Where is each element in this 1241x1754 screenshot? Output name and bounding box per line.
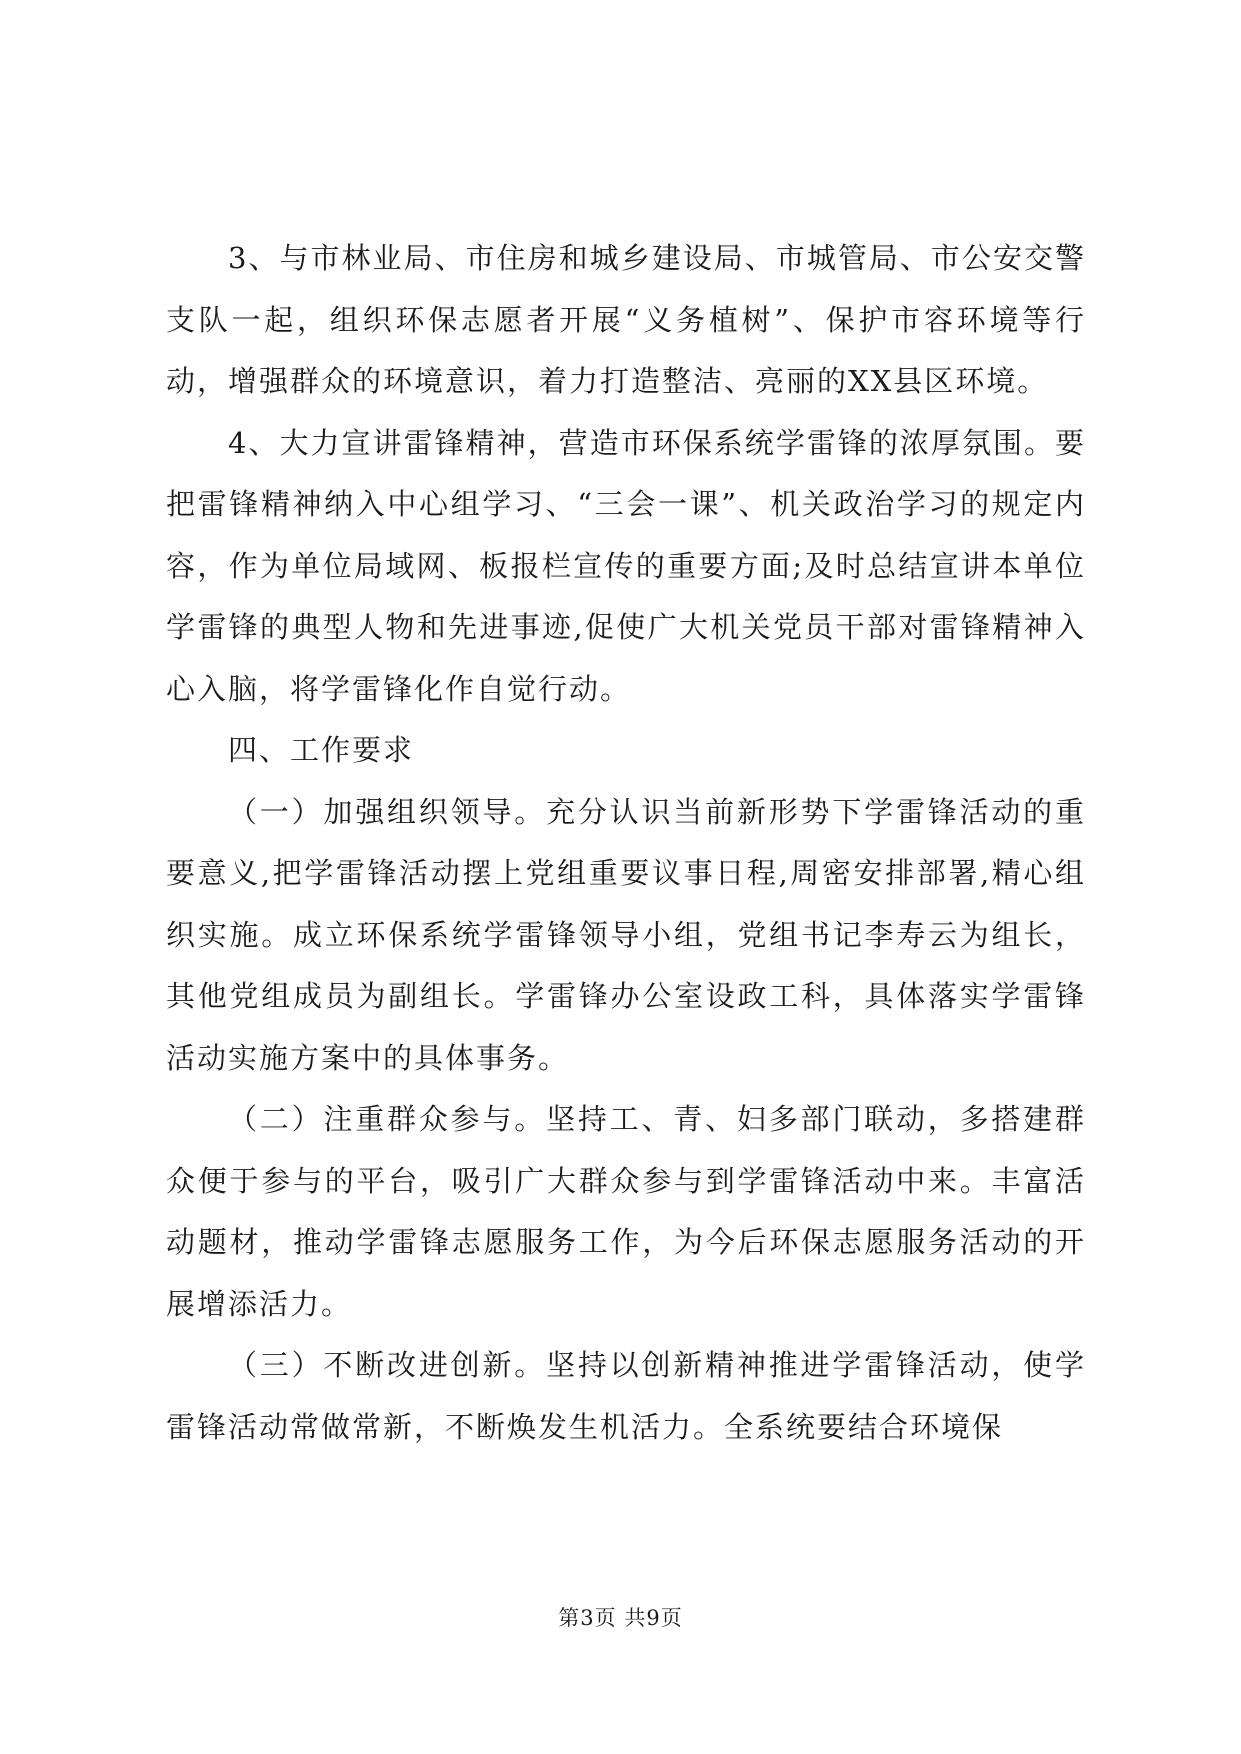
paragraph-requirement-1: （一）加强组织领导。充分认识当前新形势下学雷锋活动的重要意义,把学雷锋活动摆上党组重要议事日程,周密安排部署,精心组织实施。成立环保系统学雷锋领导小组，党组书记李寿云为组长，其他党组成员为副组长。学雷锋办公室设政工科，具体落实学雷锋活动实施方案中的具体事务。 (166, 794, 1086, 1075)
page-number-footer: 第3页 共9页 (558, 1606, 683, 1630)
paragraph-requirement-3: （三）不断改进创新。坚持以创新精神推进学雷锋活动，使学雷锋活动常做常新，不断焕发生机活力。全系统要结合环境保 (166, 1348, 1086, 1444)
document-body (166, 228, 1086, 1458)
paragraph-item-4: 4、大力宣讲雷锋精神，营造市环保系统学雷锋的浓厚氛围。要把雷锋精神纳入中心组学习、“三会一课”、机关政治学习的规定内容，作为单位局域网、板报栏宣传的重要方面;及时总结宣讲本单位学雷锋的典型人物和先进事迹,促使广大机关党员干部对雷锋精神入心入脑，将学雷锋化作自觉行动。 (166, 425, 1086, 706)
section-heading-work-requirements: 四、工作要求 (228, 733, 415, 767)
paragraph-requirement-2: （二）注重群众参与。坚持工、青、妇多部门联动，多搭建群众便于参与的平台，吸引广大群众参与到学雷锋活动中来。丰富活动题材，推动学雷锋志愿服务工作，为今后环保志愿服务活动的开展增添活力。 (166, 1102, 1086, 1321)
paragraph-item-3: 3、与市林业局、市住房和城乡建设局、市城管局、市公安交警支队一起，组织环保志愿者开展“义务植树”、保护市容环境等行动，增强群众的环境意识，着力打造整洁、亮丽的XX县区环境。 (166, 241, 1086, 398)
